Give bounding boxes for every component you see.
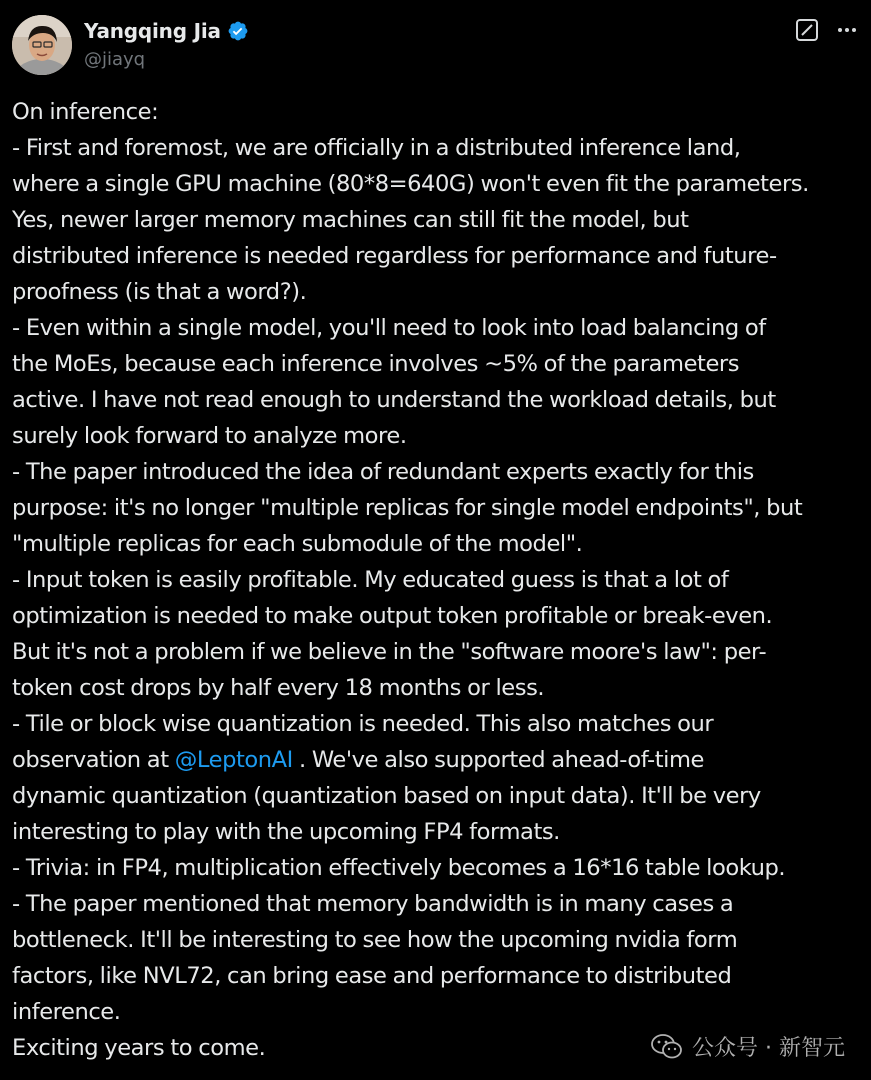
grok-icon[interactable]: [794, 17, 820, 43]
tweet-line: active. I have not read enough to understand the workload details, but: [12, 387, 776, 413]
author-name[interactable]: Yangqing Jia: [84, 19, 221, 43]
author-handle[interactable]: @jiayq: [84, 49, 146, 70]
tweet-line: where a single GPU machine (80*8=640G) won't even fit the parameters.: [12, 171, 809, 197]
tweet-line: On inference:: [12, 99, 159, 125]
tweet-line: inference.: [12, 999, 121, 1025]
tweet-line: "multiple replicas for each submodule of the model".: [12, 531, 583, 557]
mention-link[interactable]: @LeptonAI: [174, 747, 293, 773]
verified-badge-icon[interactable]: [227, 20, 249, 42]
tweet-line: But it's not a problem if we believe in the "software moore's law": per-: [12, 639, 767, 665]
name-row: [84, 17, 249, 45]
more-options-icon[interactable]: [834, 17, 860, 43]
tweet-line: Yes, newer larger memory machines can still fit the model, but: [12, 207, 689, 233]
header-actions: [794, 17, 860, 43]
tweet-line-with-mention: [12, 742, 868, 778]
tweet-line: token cost drops by half every 18 months or less.: [12, 675, 545, 701]
avatar[interactable]: [12, 15, 72, 75]
tweet-line: factors, like NVL72, can bring ease and performance to distributed: [12, 963, 732, 989]
tweet-line: - Input token is easily profitable. My educated guess is that a lot of: [12, 567, 729, 593]
tweet-line: the MoEs, because each inference involves ~5% of the parameters: [12, 351, 740, 377]
tweet-line: Exciting years to come.: [12, 1035, 266, 1061]
tweet-line: purpose: it's no longer "multiple replicas for single model endpoints", but: [12, 495, 803, 521]
tweet-line: bottleneck. It'll be interesting to see how the upcoming nvidia form: [12, 927, 738, 953]
wechat-icon: [650, 1033, 684, 1061]
tweet-line: dynamic quantization (quantization based on input data). It'll be very: [12, 783, 761, 809]
author-block: [84, 17, 249, 70]
tweet-line: - The paper mentioned that memory bandwidth is in many cases a: [12, 891, 734, 917]
tweet-line: distributed inference is needed regardless for performance and future-: [12, 243, 777, 269]
tweet-line: interesting to play with the upcoming FP4 formats.: [12, 819, 560, 845]
tweet-text-segment: . We've also supported ahead-of-time: [292, 747, 704, 773]
tweet-text: [12, 94, 868, 1066]
tweet-line: - First and foremost, we are officially in a distributed inference land,: [12, 135, 741, 161]
tweet-line: - The paper introduced the idea of redundant experts exactly for this: [12, 459, 754, 485]
tweet-line: - Tile or block wise quantization is needed. This also matches our: [12, 711, 714, 737]
tweet-line: - Trivia: in FP4, multiplication effectively becomes a 16*16 table lookup.: [12, 855, 786, 881]
tweet-line: - Even within a single model, you'll need to look into load balancing of: [12, 315, 766, 341]
tweet-text-segment: observation at: [12, 747, 175, 773]
tweet-line: optimization is needed to make output token profitable or break-even.: [12, 603, 773, 629]
watermark-text: 公众号 · 新智元: [692, 1036, 845, 1061]
tweet-line: surely look forward to analyze more.: [12, 423, 407, 449]
avatar-image: [12, 15, 72, 75]
tweet-header: [12, 15, 862, 77]
tweet-line: proofness (is that a word?).: [12, 279, 307, 305]
watermark: [650, 1031, 845, 1062]
